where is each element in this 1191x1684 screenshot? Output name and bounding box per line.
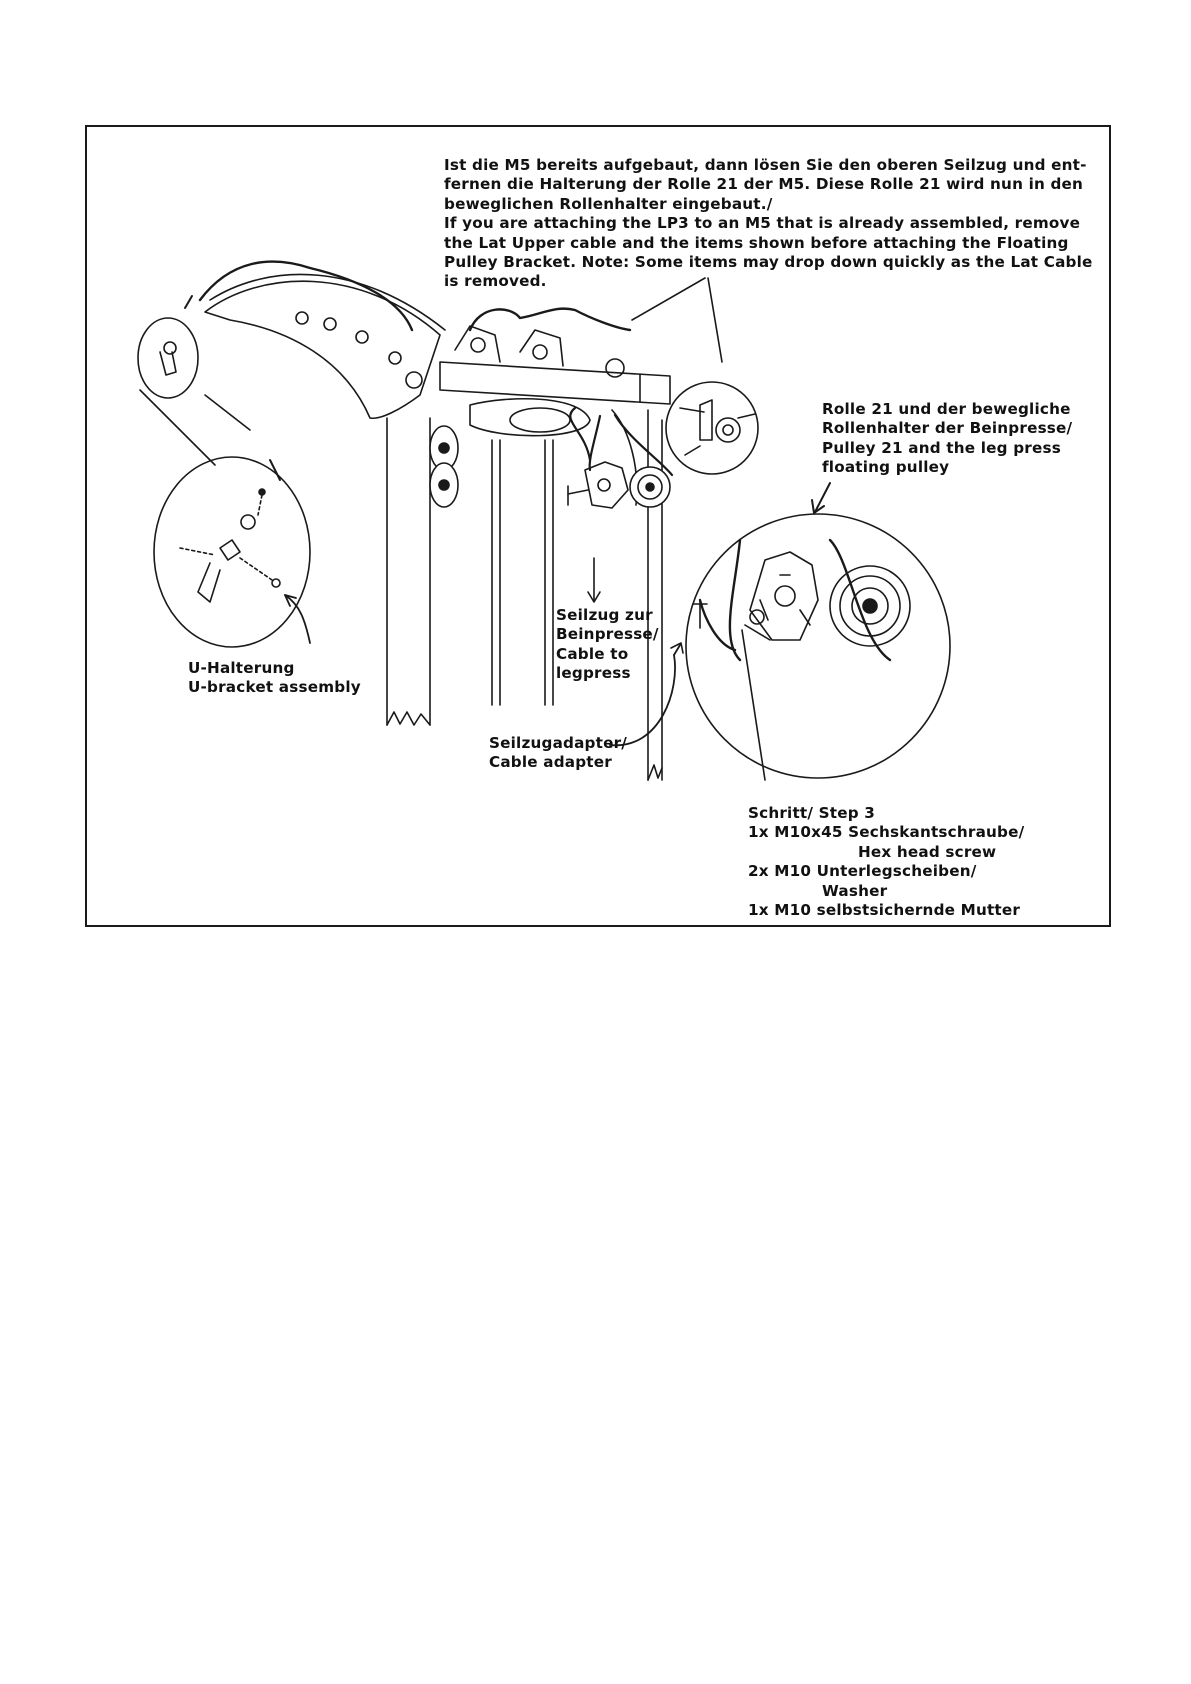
note-u-bracket <box>188 659 361 698</box>
note-cable-legpress <box>556 606 659 684</box>
note-cable-legpress-1: Seilzug zur <box>556 606 653 624</box>
step-item-2-en: Washer <box>822 881 888 900</box>
note-cable-legpress-2: Beinpresse/ <box>556 625 659 644</box>
note-u-bracket-2: U-bracket assembly <box>188 678 361 697</box>
note-cable-adapter-1: Seilzugadapter/ <box>489 734 628 752</box>
note-top-de-3: beweglichen Rollenhalter eingebaut./ <box>444 194 773 213</box>
note-pulley-1: Rolle 21 und der bewegliche <box>822 400 1071 418</box>
note-pulley-4: floating pulley <box>822 458 950 477</box>
note-top <box>444 156 1093 292</box>
note-u-bracket-1: U-Halterung <box>188 659 295 677</box>
note-cable-adapter-2: Cable adapter <box>489 753 612 772</box>
note-pulley <box>822 400 1072 478</box>
note-top-en-2: the Lat Upper cable and the items shown before attaching the Floating <box>444 233 1069 252</box>
top-beam <box>440 362 670 404</box>
step-item-2: 2x M10 Unterlegscheiben/ <box>748 862 977 881</box>
step-item-1: 1x M10x45 Sechskantschraube/ <box>748 823 1025 842</box>
note-top-de-2: fernen die Halterung der Rolle 21 der M5. Diese Rolle 21 wird nun in den <box>444 175 1084 194</box>
note-top-en-3: Pulley Bracket. Note: Some items may drop down quickly as the Lat Cable <box>444 253 1093 272</box>
note-cable-legpress-4: legpress <box>556 664 631 683</box>
note-top-en-4: is removed. <box>444 272 547 291</box>
step-item-3: 1x M10 selbstsichernde Mutter <box>748 901 1021 920</box>
note-cable-legpress-3: Cable to <box>556 644 629 663</box>
left-upright <box>387 418 430 725</box>
note-pulley-3: Pulley 21 and the leg press <box>822 438 1061 457</box>
note-pulley-2: Rollenhalter der Beinpresse/ <box>822 419 1073 438</box>
step-item-1-en: Hex head screw <box>858 842 997 861</box>
step-parts-list <box>748 804 1024 920</box>
note-cable-adapter <box>489 734 627 773</box>
lat-arm <box>205 281 440 418</box>
note-top-en-1: If you are attaching the LP3 to an M5 that is already assembled, remove <box>444 214 1081 233</box>
step-title: Schritt/ Step 3 <box>748 804 876 822</box>
note-top-de-1: Ist die M5 bereits aufgebaut, dann lösen Sie den oberen Seilzug und ent- <box>444 156 1087 174</box>
